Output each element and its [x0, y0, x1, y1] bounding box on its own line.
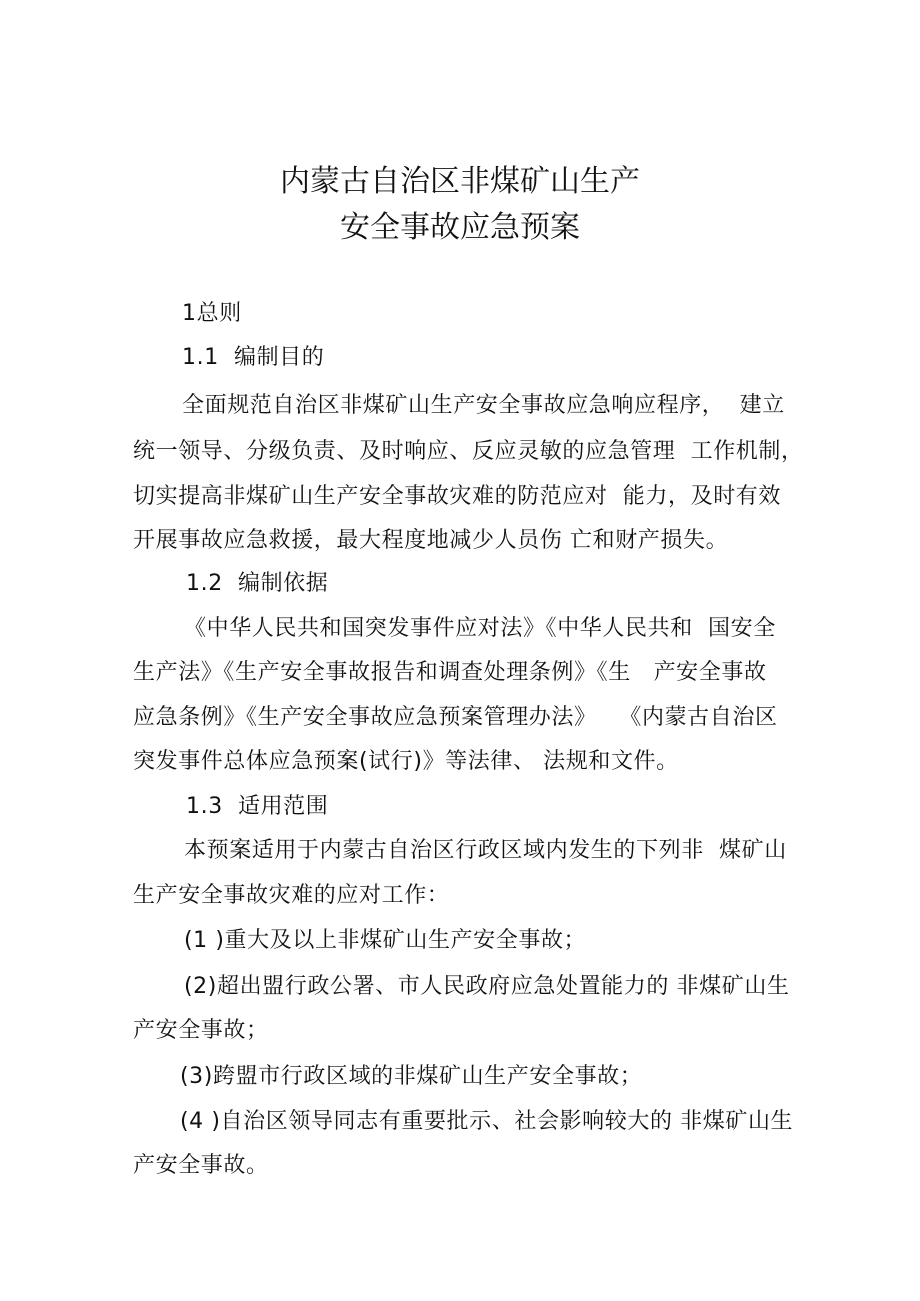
- section-heading-1: 1总则: [182, 301, 242, 326]
- paragraph-line: 本预案适用于内蒙古自治区行政区域内发生的下列非 煤矿山: [184, 838, 787, 863]
- paragraph-line: 应急条例》《生产安全事故应急预案管理办法》 《内蒙古自治区: [133, 705, 778, 730]
- subsection-heading-1-3: 1.3 适用范围: [186, 794, 329, 819]
- paragraph-line: 切实提高非煤矿山生产安全事故灾难的防范应对 能力，及时有效: [133, 484, 781, 509]
- paragraph-line: 《中华人民共和国突发事件应对法》《中华人民共和 国安全: [184, 616, 776, 641]
- document-title-line-2: 安全事故应急预案: [340, 210, 580, 245]
- list-item-4-continuation: 产安全事故。: [133, 1153, 269, 1178]
- list-item-1: (1 )重大及以上非煤矿山生产安全事故；: [184, 928, 587, 953]
- paragraph-line: 全面规范自治区非煤矿山生产安全事故应急响应程序， 建立: [182, 393, 785, 418]
- list-item-4: (4 )自治区领导同志有重要批示、社会影响较大的 非煤矿山生: [180, 1109, 794, 1134]
- document-title-line-1: 内蒙古自治区非煤矿山生产: [280, 164, 640, 199]
- list-item-2-continuation: 产安全事故；: [133, 1018, 269, 1043]
- subsection-heading-1-1: 1.1 编制目的: [182, 345, 325, 370]
- list-item-3: (3)跨盟市行政区域的非煤矿山生产安全事故；: [180, 1064, 643, 1089]
- list-item-2: (2)超出盟行政公署、市人民政府应急处置能力的 非煤矿山生: [184, 974, 790, 999]
- paragraph-line: 统一领导、分级负责、及时响应、反应灵敏的应急管理 工作机制，: [133, 439, 804, 464]
- subsection-heading-1-2: 1.2 编制依据: [186, 571, 329, 596]
- paragraph-line: 突发事件总体应急预案(试行)》等法律、 法规和文件。: [133, 749, 679, 774]
- paragraph-line: 生产法》《生产安全事故报告和调查处理条例》《生 产安全事故: [133, 660, 767, 685]
- paragraph-line: 生产安全事故灾难的应对工作：: [133, 883, 450, 908]
- paragraph-line: 开展事故应急救援，最大程度地减少人员伤 亡和财产损失。: [133, 528, 729, 553]
